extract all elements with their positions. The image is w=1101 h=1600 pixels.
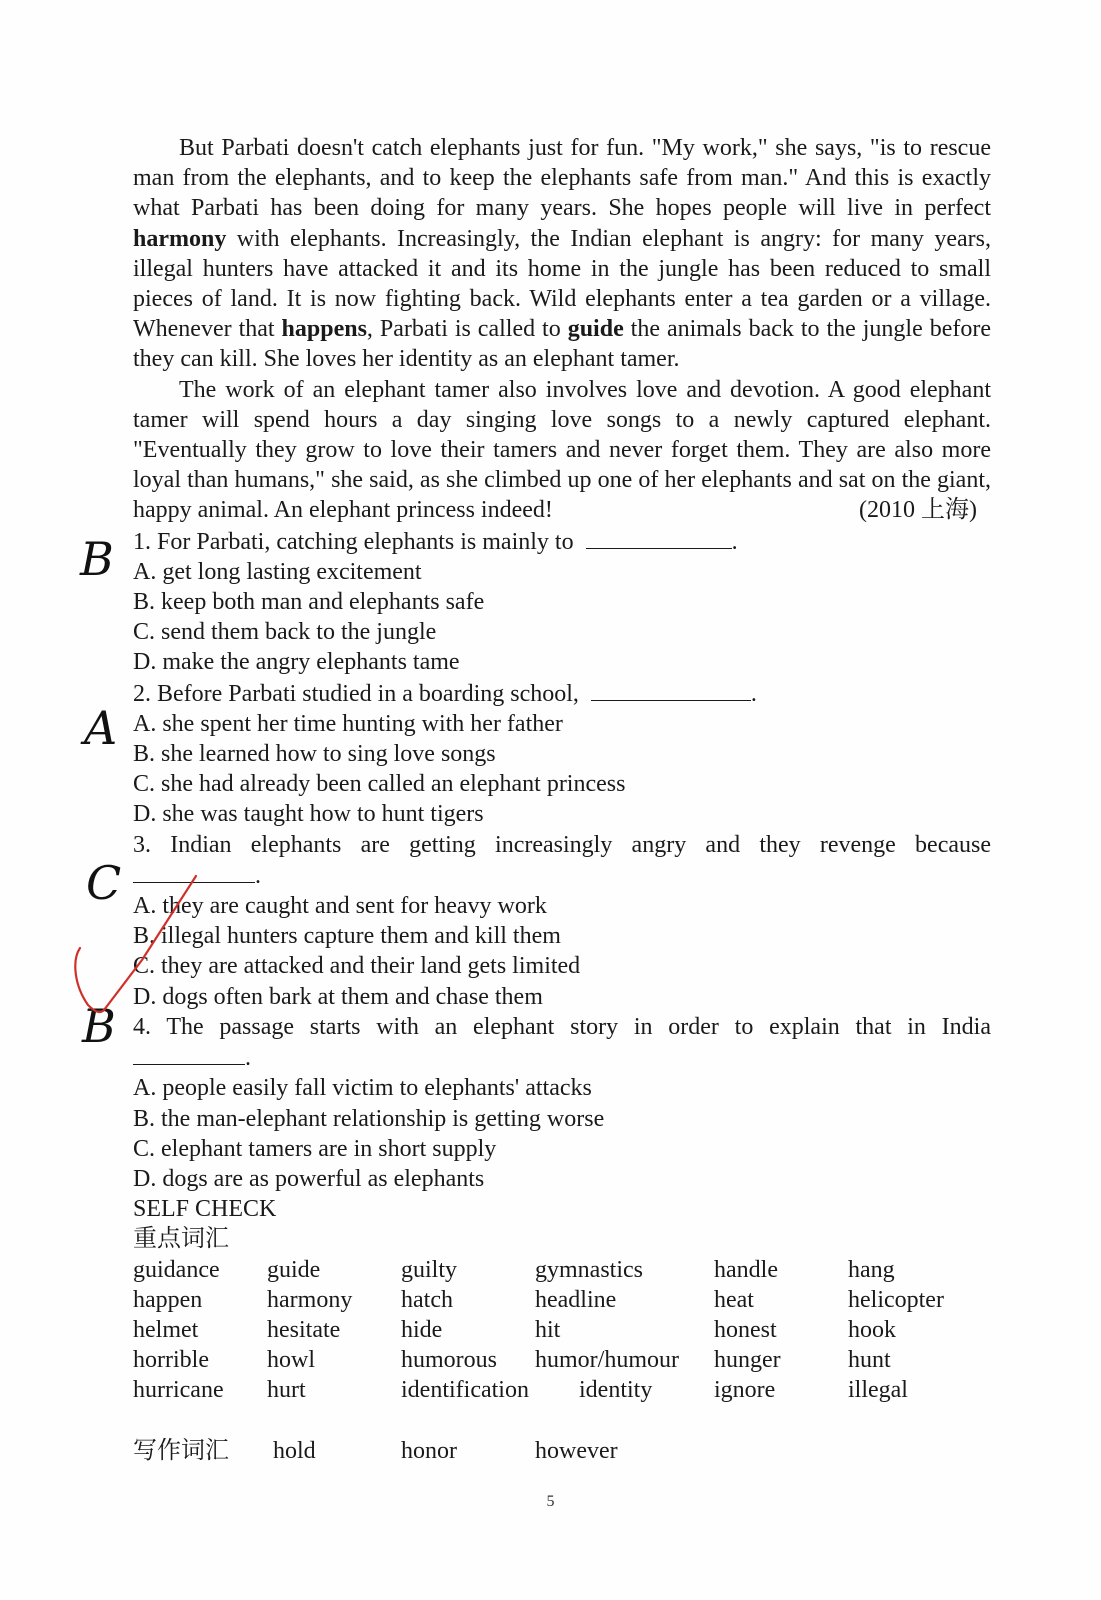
option: A. she spent her time hunting with her father <box>133 710 563 737</box>
vocab-word: honor <box>401 1437 457 1464</box>
option: A. people easily fall victim to elephants' attacks <box>133 1075 592 1102</box>
option: A. they are caught and sent for heavy work <box>133 893 547 920</box>
passage-bold-word: guide <box>567 316 624 343</box>
vocab-word: hit <box>535 1316 561 1343</box>
option: C. elephant tamers are in short supply <box>133 1135 497 1162</box>
passage-text: But Parbati doesn't catch elephants just for fun. "My work," she says, "is to rescue man from the elephants, and to keep the elephants safe from man." And this is exactly what Parbati has been doing for many years. She hopes people will live in perfect <box>133 135 991 222</box>
option: D. dogs often bark at them and chase them <box>133 983 543 1010</box>
option: A. get long lasting excitement <box>133 558 422 585</box>
question-blank-line: . <box>133 1042 991 1073</box>
question-stem: 3. Indian elephants are getting increasingly angry and they revenge because <box>133 831 991 858</box>
handwritten-answer-4: B <box>82 999 116 1053</box>
vocab-word: hurt <box>267 1377 306 1404</box>
option: B. the man-elephant relationship is getting worse <box>133 1105 605 1132</box>
passage-bold-word: happens <box>281 316 367 343</box>
vocab-word: hook <box>848 1316 896 1343</box>
option: C. send them back to the jungle <box>133 619 437 646</box>
handwritten-answer-1: B <box>80 532 114 586</box>
option: B. she learned how to sing love songs <box>133 741 496 768</box>
vocab-word: hide <box>401 1316 443 1343</box>
vocab-word: hesitate <box>267 1316 341 1343</box>
vocab-word: guide <box>267 1256 321 1283</box>
vocab-word: hatch <box>401 1286 453 1313</box>
vocab-word: hurricane <box>133 1377 224 1404</box>
vocab-word: helmet <box>133 1316 199 1343</box>
passage-text: with elephants. Increasingly, the Indian elephant is angry: for many years, illegal hunters have attacked it and its home in the jungle has been reduced to small pieces of land. It is now fighting back. Wild elephants enter a tea garden or a village. Whenever that <box>133 225 991 343</box>
handwritten-answer-3: C <box>86 856 122 910</box>
vocab-word: honest <box>714 1316 777 1343</box>
option: C. she had already been called an elephant princess <box>133 771 626 798</box>
handwritten-answer-2: A <box>84 701 118 755</box>
vocab-word: howl <box>267 1347 315 1374</box>
vocab-word: identification <box>401 1377 529 1404</box>
vocab-word: however <box>535 1437 618 1464</box>
question-stem: 1. For Parbati, catching elephants is mainly to . <box>133 526 991 557</box>
question-blank-line: . <box>133 860 991 891</box>
vocab-word: heat <box>714 1286 754 1313</box>
vocab-word: hold <box>273 1437 316 1464</box>
option: D. dogs are as powerful as elephants <box>133 1165 485 1192</box>
source-note: (2010 上海) <box>859 497 977 524</box>
vocab-word: helicopter <box>848 1286 944 1313</box>
self-check-title: SELF CHECK <box>133 1196 277 1223</box>
vocab-word: illegal <box>848 1377 908 1404</box>
vocab-word: ignore <box>714 1377 776 1404</box>
passage-text: the animals back to the jungle before they can kill. She loves her identity as an elephant tamer. <box>133 316 992 373</box>
vocab-word: guilty <box>401 1256 458 1283</box>
vocab-word: handle <box>714 1256 778 1283</box>
vocab-word: headline <box>535 1286 617 1313</box>
passage-text: , Parbati is called to <box>366 316 568 343</box>
question-stem: 2. Before Parbati studied in a boarding school, . <box>133 678 991 709</box>
vocab-word: harmony <box>267 1286 353 1313</box>
vocab-word: guidance <box>133 1256 220 1283</box>
vocab-word: humorous <box>401 1347 497 1374</box>
vocab-word: gymnastics <box>535 1256 643 1283</box>
option: C. they are attacked and their land gets limited <box>133 953 581 980</box>
vocab-word: hang <box>848 1256 895 1283</box>
writing-vocab-label: 写作词汇 <box>133 1437 229 1464</box>
vocab-word: humor/humour <box>535 1347 679 1374</box>
key-vocab-label: 重点词汇 <box>133 1226 229 1253</box>
question-stem: 4. The passage starts with an elephant story in order to explain that in India <box>133 1013 991 1040</box>
vocab-word: hunt <box>848 1347 891 1374</box>
passage-bold-word: harmony <box>133 225 227 252</box>
option: B. illegal hunters capture them and kill them <box>133 923 561 950</box>
vocab-word: hunger <box>714 1347 781 1374</box>
option: D. make the angry elephants tame <box>133 649 460 676</box>
option: B. keep both man and elephants safe <box>133 589 485 616</box>
vocab-word: happen <box>133 1286 203 1313</box>
vocab-word: identity <box>579 1377 653 1404</box>
option: D. she was taught how to hunt tigers <box>133 801 484 828</box>
passage-text: The work of an elephant tamer also involves love and devotion. A good elephant tamer will spend hours a day singing love songs to a newly captured elephant. "Eventually they grow to love their tamers and never forget them. They are also more loyal than humans," she said, as she climbed up one of her elephants and sat on the giant, happy animal. An elephant princess indeed! <box>133 376 991 524</box>
vocab-word: horrible <box>133 1347 209 1374</box>
page-number: 5 <box>546 1493 555 1510</box>
